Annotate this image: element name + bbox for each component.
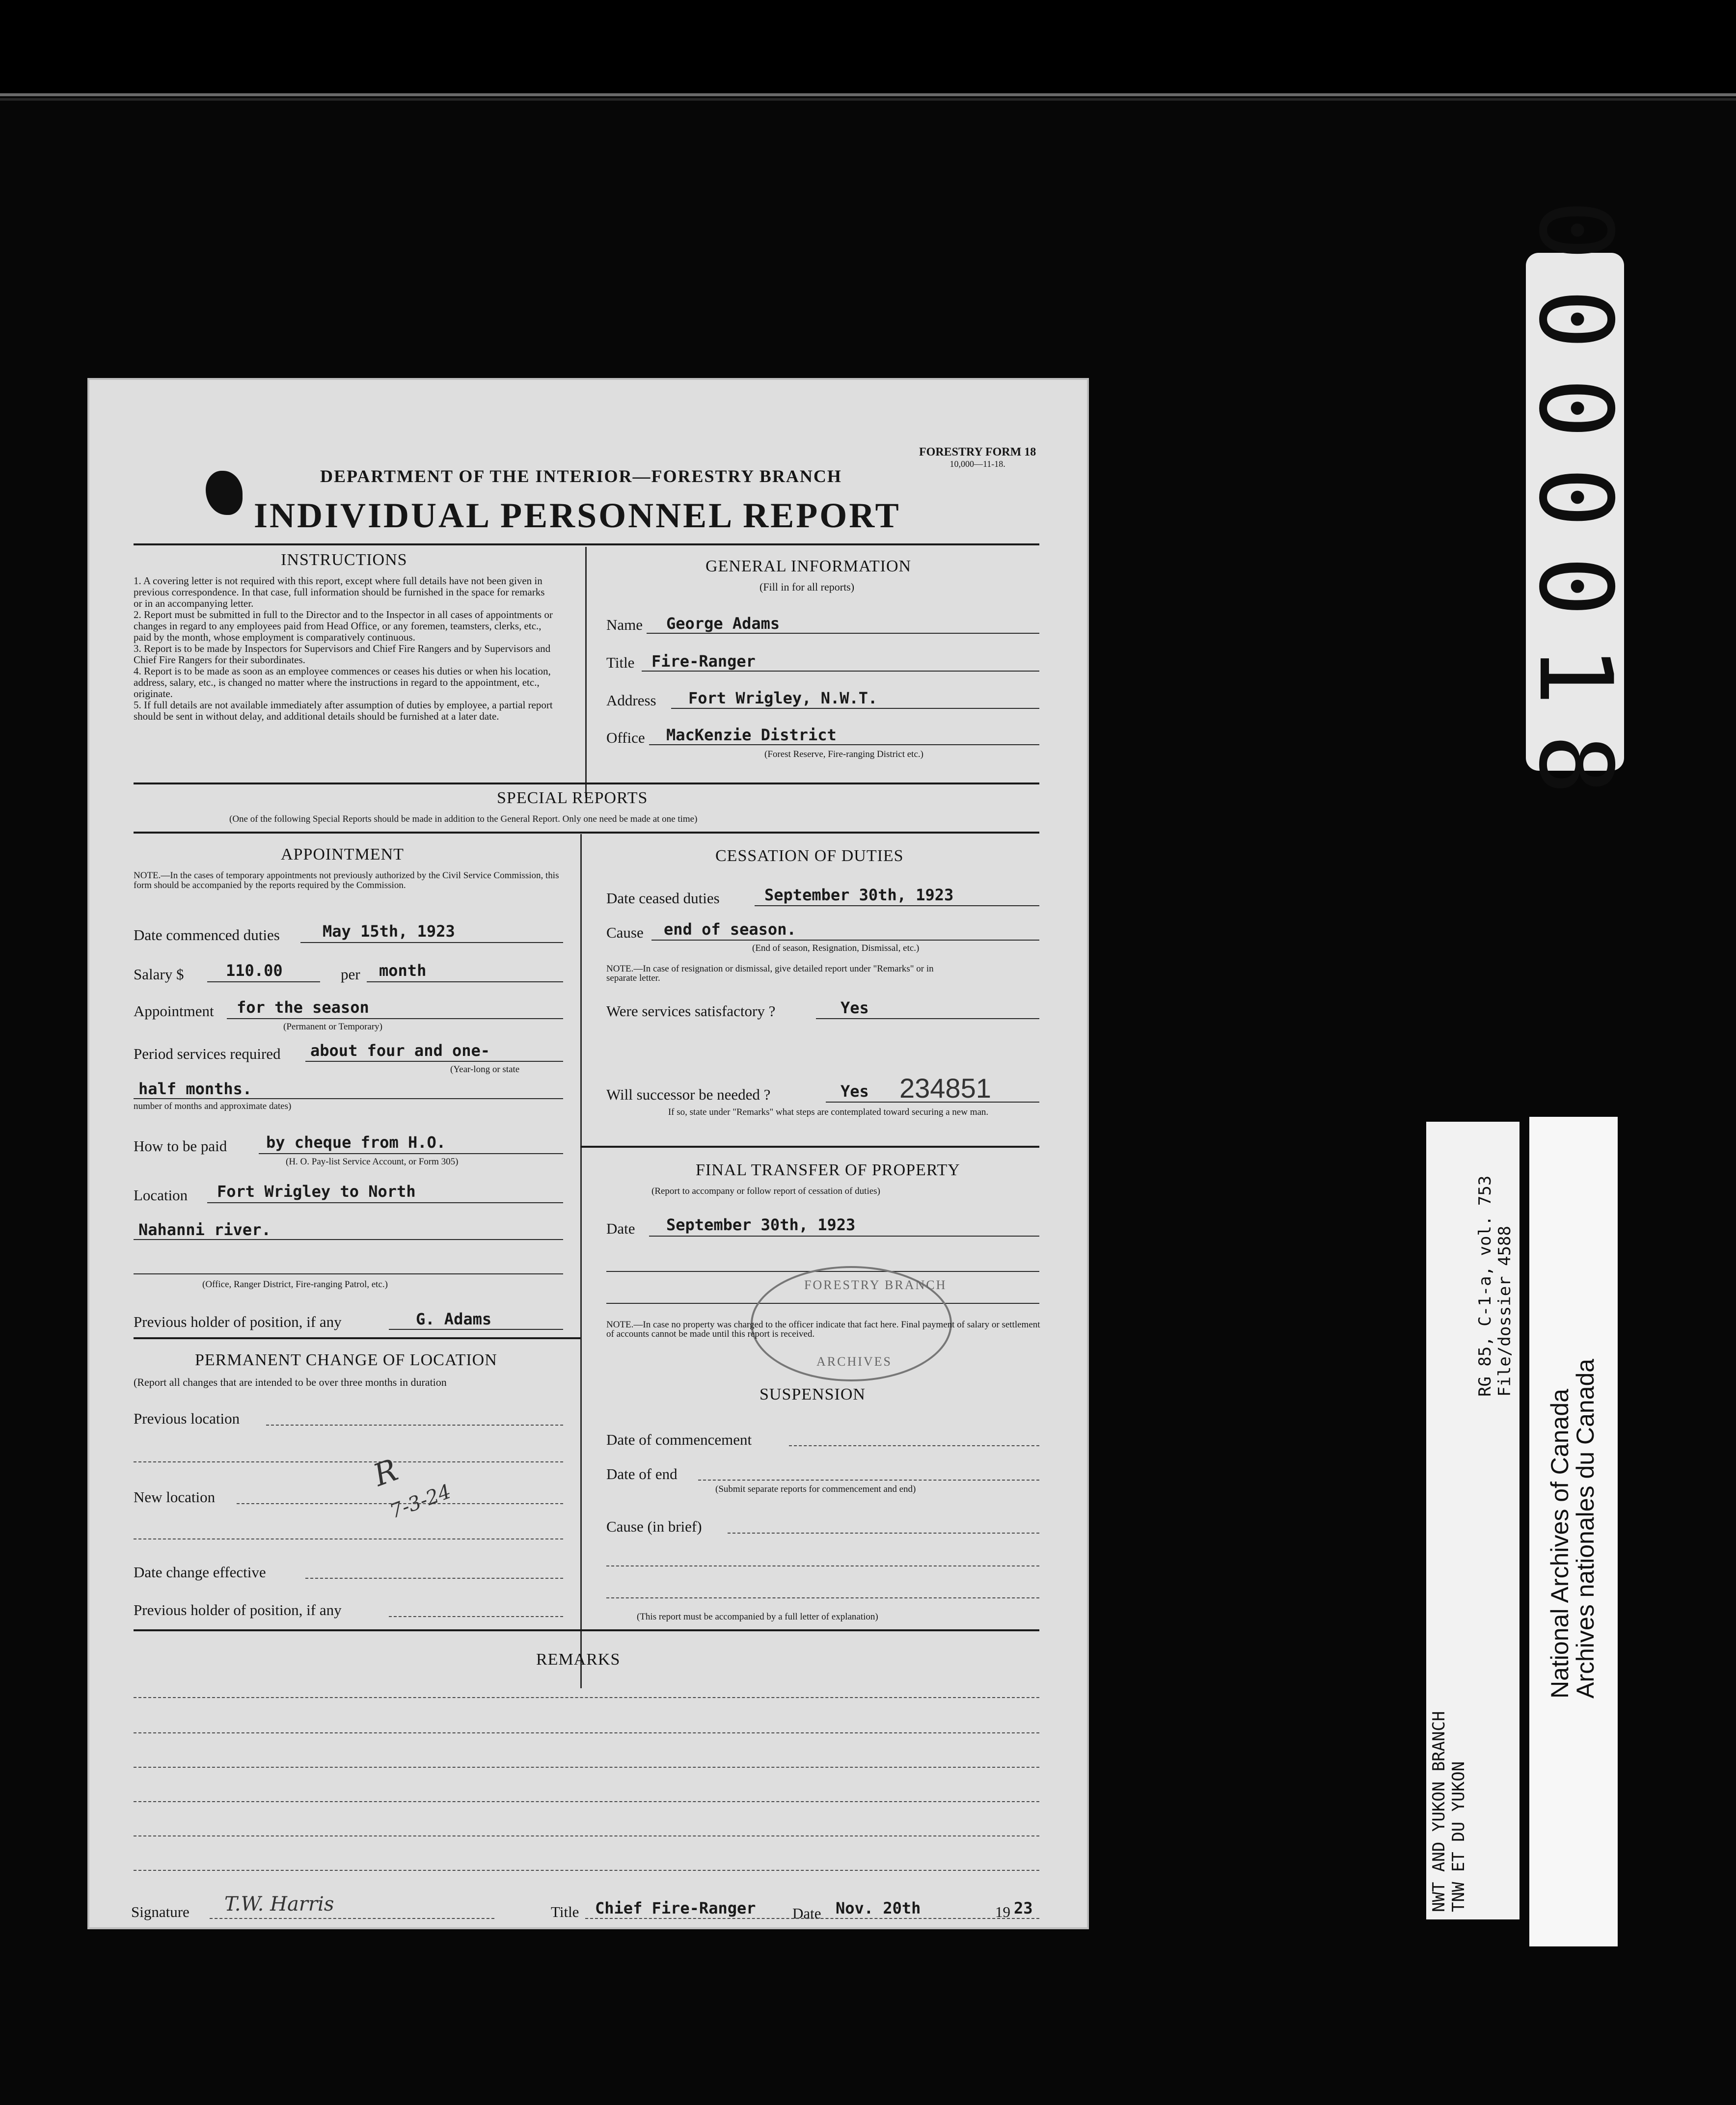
general-info-subheading: (Fill in for all reports) — [760, 581, 855, 593]
successor-number: 234851 — [899, 1073, 991, 1104]
successor-label: Will successor be needed ? — [606, 1086, 771, 1103]
address-value: Fort Wrigley, N.W.T. — [688, 689, 878, 707]
instructions-list — [134, 575, 553, 722]
successor-note: If so, state under "Remarks" what steps are contemplated toward securing a new man. — [668, 1107, 989, 1117]
signature-year-suffix: 23 — [1014, 1899, 1033, 1917]
annotation-date: 7-3-24 — [387, 1480, 454, 1523]
name-label: Name — [606, 616, 643, 633]
general-info-heading: GENERAL INFORMATION — [705, 557, 912, 575]
suspension-cause-label: Cause (in brief) — [606, 1518, 702, 1535]
title-label: Title — [606, 654, 635, 671]
satisfactory-label: Were services satisfactory ? — [606, 1002, 776, 1020]
archive-branch-fr: TNW ET DU YUKON — [1449, 1761, 1468, 1912]
archive-branch-en: NWT AND YUKON BRANCH — [1429, 1711, 1449, 1912]
appointment-heading: APPOINTMENT — [281, 845, 404, 864]
form-number: FORESTRY FORM 18 — [919, 446, 1036, 459]
date-change-label: Date change effective — [134, 1564, 266, 1581]
instruction-item: 1. A covering letter is not required with this report, except where full details have not been given in previous correspondence. In that case, full information should be furnished in the space for remarks or in an accompanying letter. — [134, 575, 545, 609]
special-reports-note: (One of the following Special Reports should be made in addition to the General Report. Only one need be made at one time) — [229, 814, 698, 824]
transfer-date-label: Date — [606, 1220, 635, 1237]
satisfactory-value: Yes — [841, 999, 869, 1017]
previous-location-label: Previous location — [134, 1410, 240, 1427]
annotation-initials: R — [368, 1452, 403, 1493]
final-transfer-heading: FINAL TRANSFER OF PROPERTY — [696, 1161, 960, 1179]
permanent-change-note: (Report all changes that are intended to be over three months in duration — [134, 1376, 447, 1388]
per-label: per — [341, 966, 360, 983]
film-edge-line — [0, 98, 1736, 101]
previous-holder-label: Previous holder of position, if any — [134, 1313, 342, 1330]
stamp-top-text: FORESTRY BRANCH — [804, 1278, 947, 1292]
ink-blot-mark — [206, 471, 243, 515]
instruction-item: 4. Report is to be made as soon as an employee commences or ceases his duties or when his location, address, salary, etc., is changed no matter where the instructions in regard to the appointment, etc., originate. — [134, 665, 551, 700]
archives-name-en: National Archives of Canada — [1546, 1389, 1573, 1699]
signature-title-value: Chief Fire-Ranger — [595, 1899, 756, 1917]
cessation-heading: CESSATION OF DUTIES — [715, 847, 904, 865]
stamp-bottom-text: ARCHIVES — [816, 1354, 893, 1369]
office-note: (Forest Reserve, Fire-ranging District etc.) — [764, 749, 923, 759]
paid-note: (H. O. Pay-list Service Account, or Form 305) — [286, 1157, 459, 1167]
period-label: Period services required — [134, 1045, 281, 1062]
department-heading: DEPARTMENT OF THE INTERIOR—FORESTRY BRANCH — [320, 466, 842, 486]
film-top-band — [0, 0, 1736, 96]
date-ceased-value: September 30th, 1923 — [764, 886, 954, 904]
date-commenced-label: Date commenced duties — [134, 926, 280, 944]
name-value: George Adams — [666, 614, 780, 633]
remarks-heading: REMARKS — [536, 1650, 621, 1669]
instructions-heading: INSTRUCTIONS — [281, 551, 407, 569]
archive-reference-label — [1426, 1122, 1519, 1919]
per-value: month — [379, 961, 427, 980]
paid-value: by cheque from H.O. — [266, 1133, 446, 1152]
special-reports-heading: SPECIAL REPORTS — [497, 789, 648, 807]
appointment-type-note: (Permanent or Temporary) — [283, 1022, 382, 1032]
transfer-date-value: September 30th, 1923 — [666, 1215, 856, 1234]
date-ceased-label: Date ceased duties — [606, 890, 720, 907]
instruction-item: 2. Report must be submitted in full to the Director and to the Inspector in all cases of appointments or changes in regard to any employees paid from Head Office, or any foremen, teamsters, clerks, etc., paid by the month, whose employment is comparatively continuous. — [134, 609, 553, 643]
period-value-line1: about four and one- — [310, 1041, 490, 1060]
property-note: NOTE.—In case no property was charged to the officer indicate that fact here. Final payment of salary or settlement of accounts cannot be made until this report is received. — [606, 1320, 1040, 1339]
change-previous-holder-label: Previous holder of position, if any — [134, 1601, 342, 1619]
location-value-line2: Nahanni river. — [138, 1220, 271, 1239]
appointment-note: NOTE.—In the cases of temporary appointments not previously authorized by the Civil Service Commission, this form should be accompanied by the reports required by the Commission. — [134, 870, 559, 891]
cause-label: Cause — [606, 924, 644, 941]
address-label: Address — [606, 692, 656, 709]
signature-label: Signature — [131, 1903, 190, 1920]
suspension-end-label: Date of end — [606, 1465, 678, 1483]
period-value-line2: half months. — [138, 1079, 252, 1098]
instruction-item: 3. Report is to be made by Inspectors for Supervisors and Chief Fire Rangers and by Supervisors and Chief Fire Rangers for their subordinates. — [134, 643, 551, 666]
salary-label: Salary $ — [134, 966, 184, 983]
instruction-item: 5. If full details are not available immediately after assumption of duties by employee, a partial report should be sent in without delay, and additional details should be furnished at a later date. — [134, 699, 553, 722]
final-transfer-note: (Report to accompany or follow report of cessation of duties) — [651, 1186, 880, 1196]
suspension-heading: SUSPENSION — [760, 1385, 866, 1403]
cause-value: end of season. — [664, 920, 796, 939]
location-label: Location — [134, 1187, 188, 1204]
archives-name-fr: Archives nationales du Canada — [1572, 1358, 1599, 1699]
national-archives-label — [1529, 1117, 1618, 1946]
appointment-value: for the season — [237, 998, 369, 1017]
office-label: Office — [606, 729, 645, 746]
signature-title-label: Title — [551, 1903, 579, 1920]
form-title: INDIVIDUAL PERSONNEL REPORT — [254, 496, 901, 535]
salary-value: 110.00 — [226, 961, 283, 980]
suspension-end-note: (Submit separate reports for commencement and end) — [715, 1484, 916, 1494]
cause-note: (End of season, Resignation, Dismissal, etc.) — [752, 943, 920, 953]
title-value: Fire-Ranger — [651, 652, 756, 671]
suspension-commencement-label: Date of commencement — [606, 1431, 752, 1448]
date-commenced-value: May 15th, 1923 — [323, 922, 455, 941]
successor-value: Yes — [841, 1082, 869, 1101]
office-value: MacKenzie District — [666, 726, 837, 744]
archive-reference: RG 85, C-1-a, vol. 753 — [1475, 1175, 1495, 1397]
signature-date-value: Nov. 20th — [836, 1899, 921, 1917]
form-print-code: 10,000—11-18. — [949, 459, 1005, 469]
personnel-report-form — [87, 378, 1089, 1929]
new-location-label: New location — [134, 1488, 216, 1506]
location-value-line1: Fort Wrigley to North — [217, 1182, 416, 1201]
archive-file: File/dossier 4588 — [1495, 1226, 1515, 1397]
signature-value: T.W. Harris — [224, 1893, 334, 1916]
signature-date-label: Date — [792, 1905, 821, 1922]
suspension-note: (This report must be accompanied by a full letter of explanation) — [637, 1612, 878, 1622]
cessation-note: NOTE.—In case of resignation or dismissal, give detailed report under "Remarks" or in separate letter. — [606, 964, 934, 983]
previous-holder-value: G. Adams — [416, 1310, 492, 1328]
frame-number: 0000018 — [1517, 200, 1633, 823]
permanent-change-heading: PERMANENT CHANGE OF LOCATION — [195, 1351, 497, 1369]
period-note: (Year-long or state — [450, 1064, 520, 1075]
signature-year-prefix: 19 — [995, 1903, 1010, 1920]
location-note: (Office, Ranger District, Fire-ranging Patrol, etc.) — [202, 1279, 388, 1290]
period-note-2: number of months and approximate dates) — [134, 1101, 292, 1111]
paid-label: How to be paid — [134, 1137, 227, 1155]
appointment-label: Appointment — [134, 1002, 214, 1020]
